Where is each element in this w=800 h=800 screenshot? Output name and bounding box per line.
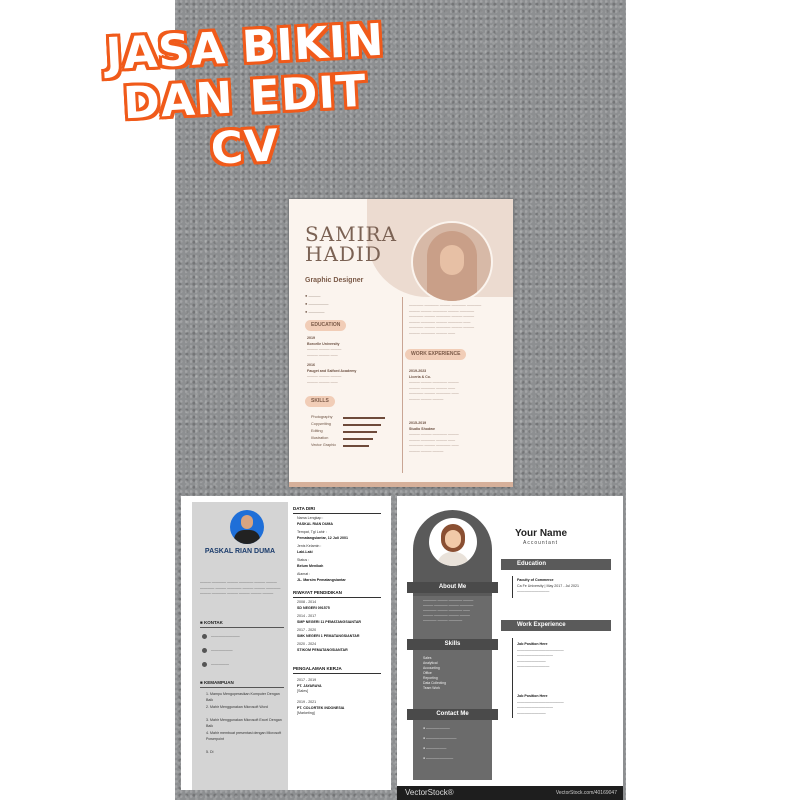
about-me-text: ———— ——— ———— ——— ——— ———— ——— ———— ———— ——— ———— —— ——— ———— ——— ——— ———— ——— ———— bbox=[423, 598, 474, 622]
cv-name bbox=[305, 224, 397, 264]
skill-item: Sales bbox=[423, 656, 432, 660]
pendidikan-divider bbox=[293, 597, 381, 598]
skill-2: Copywriting bbox=[311, 422, 331, 426]
skill-item: Office bbox=[423, 671, 432, 675]
headline-line-1: JASA BIKIN bbox=[104, 14, 386, 81]
skill-bar-4 bbox=[343, 438, 373, 440]
kontak-heading: ■ KONTAK bbox=[200, 620, 223, 625]
footer-band bbox=[289, 482, 513, 487]
info-icon: ■ bbox=[200, 620, 203, 625]
work-entry-2: Job Position Here ————————————— —————————— ———————— bbox=[517, 694, 564, 715]
timeline-divider bbox=[402, 297, 403, 473]
ability-5: 5. Di bbox=[206, 750, 214, 754]
work-line bbox=[512, 638, 513, 718]
ability-4: 4. Mahir membuat presentasi dengan Microsoft Powerpoint bbox=[206, 731, 282, 741]
education-heading: Education bbox=[501, 559, 611, 570]
skill-5: Vector Graphic bbox=[311, 443, 337, 447]
cv-name-last: HADID bbox=[305, 242, 382, 266]
email-icon: ● bbox=[423, 736, 426, 740]
education-entry: Faculty of Commerce Ca Fe University | May 2017 - Jul 2021 ————————— bbox=[517, 578, 580, 593]
pengalaman-heading: PENGALAMAN KERJA bbox=[293, 666, 342, 671]
skill-item: Accounting bbox=[423, 666, 440, 670]
contact-lines: ● ——————— ● ————————— ● —————— ● ———————— bbox=[423, 726, 457, 760]
skill-item: Team Work bbox=[423, 686, 441, 690]
ability-2: 2. Mahir Menggunakan Microsoft Word bbox=[206, 705, 268, 709]
cv-sample-paskal bbox=[181, 496, 391, 790]
pendidikan-item: 2020 - 2024 STIKOM PEMATANGSIANTAR bbox=[297, 642, 348, 652]
about-me-heading: About Me bbox=[407, 582, 498, 593]
info-icon: ■ bbox=[200, 680, 203, 685]
location-icon: ● bbox=[423, 756, 426, 760]
kemampuan-heading: ■ KEMAMPUAN bbox=[200, 680, 234, 685]
skill-4: Illustration bbox=[311, 436, 329, 440]
phone-icon: ● bbox=[305, 293, 308, 298]
ability-1: 1. Mampu Mengoperasikan Komputer Dengan Baik bbox=[206, 692, 280, 702]
work-entry-1: Job Position Here ————————————— —————————— ———————— ————————— bbox=[517, 642, 564, 668]
instagram-icon bbox=[202, 662, 207, 667]
profile-summary: ———— ———— ——— ———— ———— ——— ——— ———— ——— ———— ———— ——— ———— ——— ——— ——— ———— ——— ———— —— ———— ——— ———— ——— ——— ——— ———— ——— —— bbox=[409, 303, 482, 335]
your-name: Your Name bbox=[515, 528, 568, 539]
data-diri-heading: DATA DIRI bbox=[293, 506, 315, 511]
work-entry-2: 2015-2019 Studio Shodwe ——— ——— ———— ——— ——— ———— ——— —— ———— ——— ———— —— ——— ——— ——— bbox=[409, 421, 459, 453]
profile-photo bbox=[429, 518, 477, 566]
web-icon: ● bbox=[423, 746, 426, 750]
field-ttl: Tempat, Tgl Lahir : Pematangsiantar, 12 Juli 2001 bbox=[297, 530, 348, 540]
your-role: Accountant bbox=[523, 540, 559, 546]
contact-lines: ● ——— ● ————— ● ———— bbox=[305, 293, 329, 314]
pendidikan-item: 2014 - 2017 SMP NEGERI 11 PEMATANGSIANTAR bbox=[297, 614, 362, 624]
contact-email: ———————— bbox=[202, 634, 240, 639]
cv-name-first: SAMIRA bbox=[305, 222, 398, 246]
cv-role: Graphic Designer bbox=[305, 277, 364, 284]
phone-icon bbox=[202, 648, 207, 653]
profile-summary: ——— ———— ——— ———— ——— ——— ———— ——— ———— ——— ——— ———— ——— ———— ——— ——— ——— ——— bbox=[200, 580, 281, 595]
education-heading: EDUCATION bbox=[305, 320, 346, 331]
vectorstock-id: VectorStock.com/40169047 bbox=[555, 790, 617, 796]
vectorstock-logo: VectorStock® bbox=[405, 788, 454, 797]
pendidikan-item: 2008 - 2014 SD NEGERI 091575 bbox=[297, 600, 330, 610]
contact-me-heading: Contact Me bbox=[407, 709, 498, 720]
email-icon bbox=[202, 634, 207, 639]
email-icon: ● bbox=[305, 309, 308, 314]
profile-photo bbox=[230, 510, 264, 544]
contact-social: ————— bbox=[202, 662, 229, 667]
work-heading: WORK EXPERIENCE bbox=[405, 349, 466, 360]
skill-bar-5 bbox=[343, 445, 369, 447]
skill-bar-1 bbox=[343, 417, 385, 419]
data-diri-divider bbox=[293, 513, 381, 514]
field-status: Status : Belum Menikah bbox=[297, 558, 324, 568]
headline-line-3: CV bbox=[209, 120, 281, 175]
contact-phone: —————— bbox=[202, 648, 233, 653]
edu-entry-1: 2019 Borcelle University ——— ——— ——— ——— ——— —— bbox=[307, 336, 342, 357]
ability-3: 3. Mahir Menggunakan Microsoft Excel Dengan Baik bbox=[206, 718, 282, 728]
kerja-item: 2019 - 2021 PT. COLORTEK INDONESIA [Marketing] bbox=[297, 700, 345, 715]
skill-bar-3 bbox=[343, 431, 377, 433]
skill-item: Analytical bbox=[423, 661, 438, 665]
field-nama: Nama Lengkap : PASKAL RIAN DUMA bbox=[297, 516, 334, 526]
skills-heading: SKILLS bbox=[305, 396, 335, 407]
pendidikan-item: 2017 - 2020 SMK NEGERI 1 PEMATANGSIANTAR bbox=[297, 628, 360, 638]
cv-name: PASKAL RIAN DUMA bbox=[204, 548, 276, 555]
watermark-footer bbox=[397, 786, 623, 800]
skill-3: Editing bbox=[311, 429, 323, 433]
skill-list bbox=[423, 656, 485, 691]
edu-entry-2: 2016 Fauget and Salford Academy ——— ——— ——— ——— ——— —— bbox=[307, 363, 357, 384]
work-entry-1: 2019-2023 Liceria & Co. ——— ——— ———— ——— ——— ———— ——— —— ———— ——— ———— —— ——— ——— ——— bbox=[409, 369, 459, 401]
location-icon: ● bbox=[305, 301, 308, 306]
field-jk: Jenis Kelamin : Laki-Laki bbox=[297, 544, 322, 554]
education-line bbox=[512, 576, 513, 598]
headline-line-2: DAN EDIT bbox=[121, 65, 369, 130]
profile-photo bbox=[411, 221, 493, 303]
skills-heading: Skills bbox=[407, 639, 498, 650]
skill-item: Data Collecting bbox=[423, 681, 446, 685]
kemampuan-divider bbox=[200, 687, 284, 688]
pengalaman-divider bbox=[293, 673, 381, 674]
cv-sample-template bbox=[397, 496, 623, 800]
work-heading: Work Experience bbox=[501, 620, 611, 631]
kerja-item: 2017 - 2019 PT. JAYARAYA [Sales] bbox=[297, 678, 322, 693]
skill-bar-2 bbox=[343, 424, 381, 426]
cv-sample-samira bbox=[289, 199, 513, 487]
phone-icon: ● bbox=[423, 726, 426, 730]
field-alamat: Alamat : JL. Marsim Pematangsiantar bbox=[297, 572, 346, 582]
skill-1: Photography bbox=[311, 415, 333, 419]
kontak-divider bbox=[200, 627, 284, 628]
left-sidebar bbox=[192, 502, 288, 790]
skill-item: Reporting bbox=[423, 676, 438, 680]
pendidikan-heading: RIWAYAT PENDIDIKAN bbox=[293, 590, 342, 595]
